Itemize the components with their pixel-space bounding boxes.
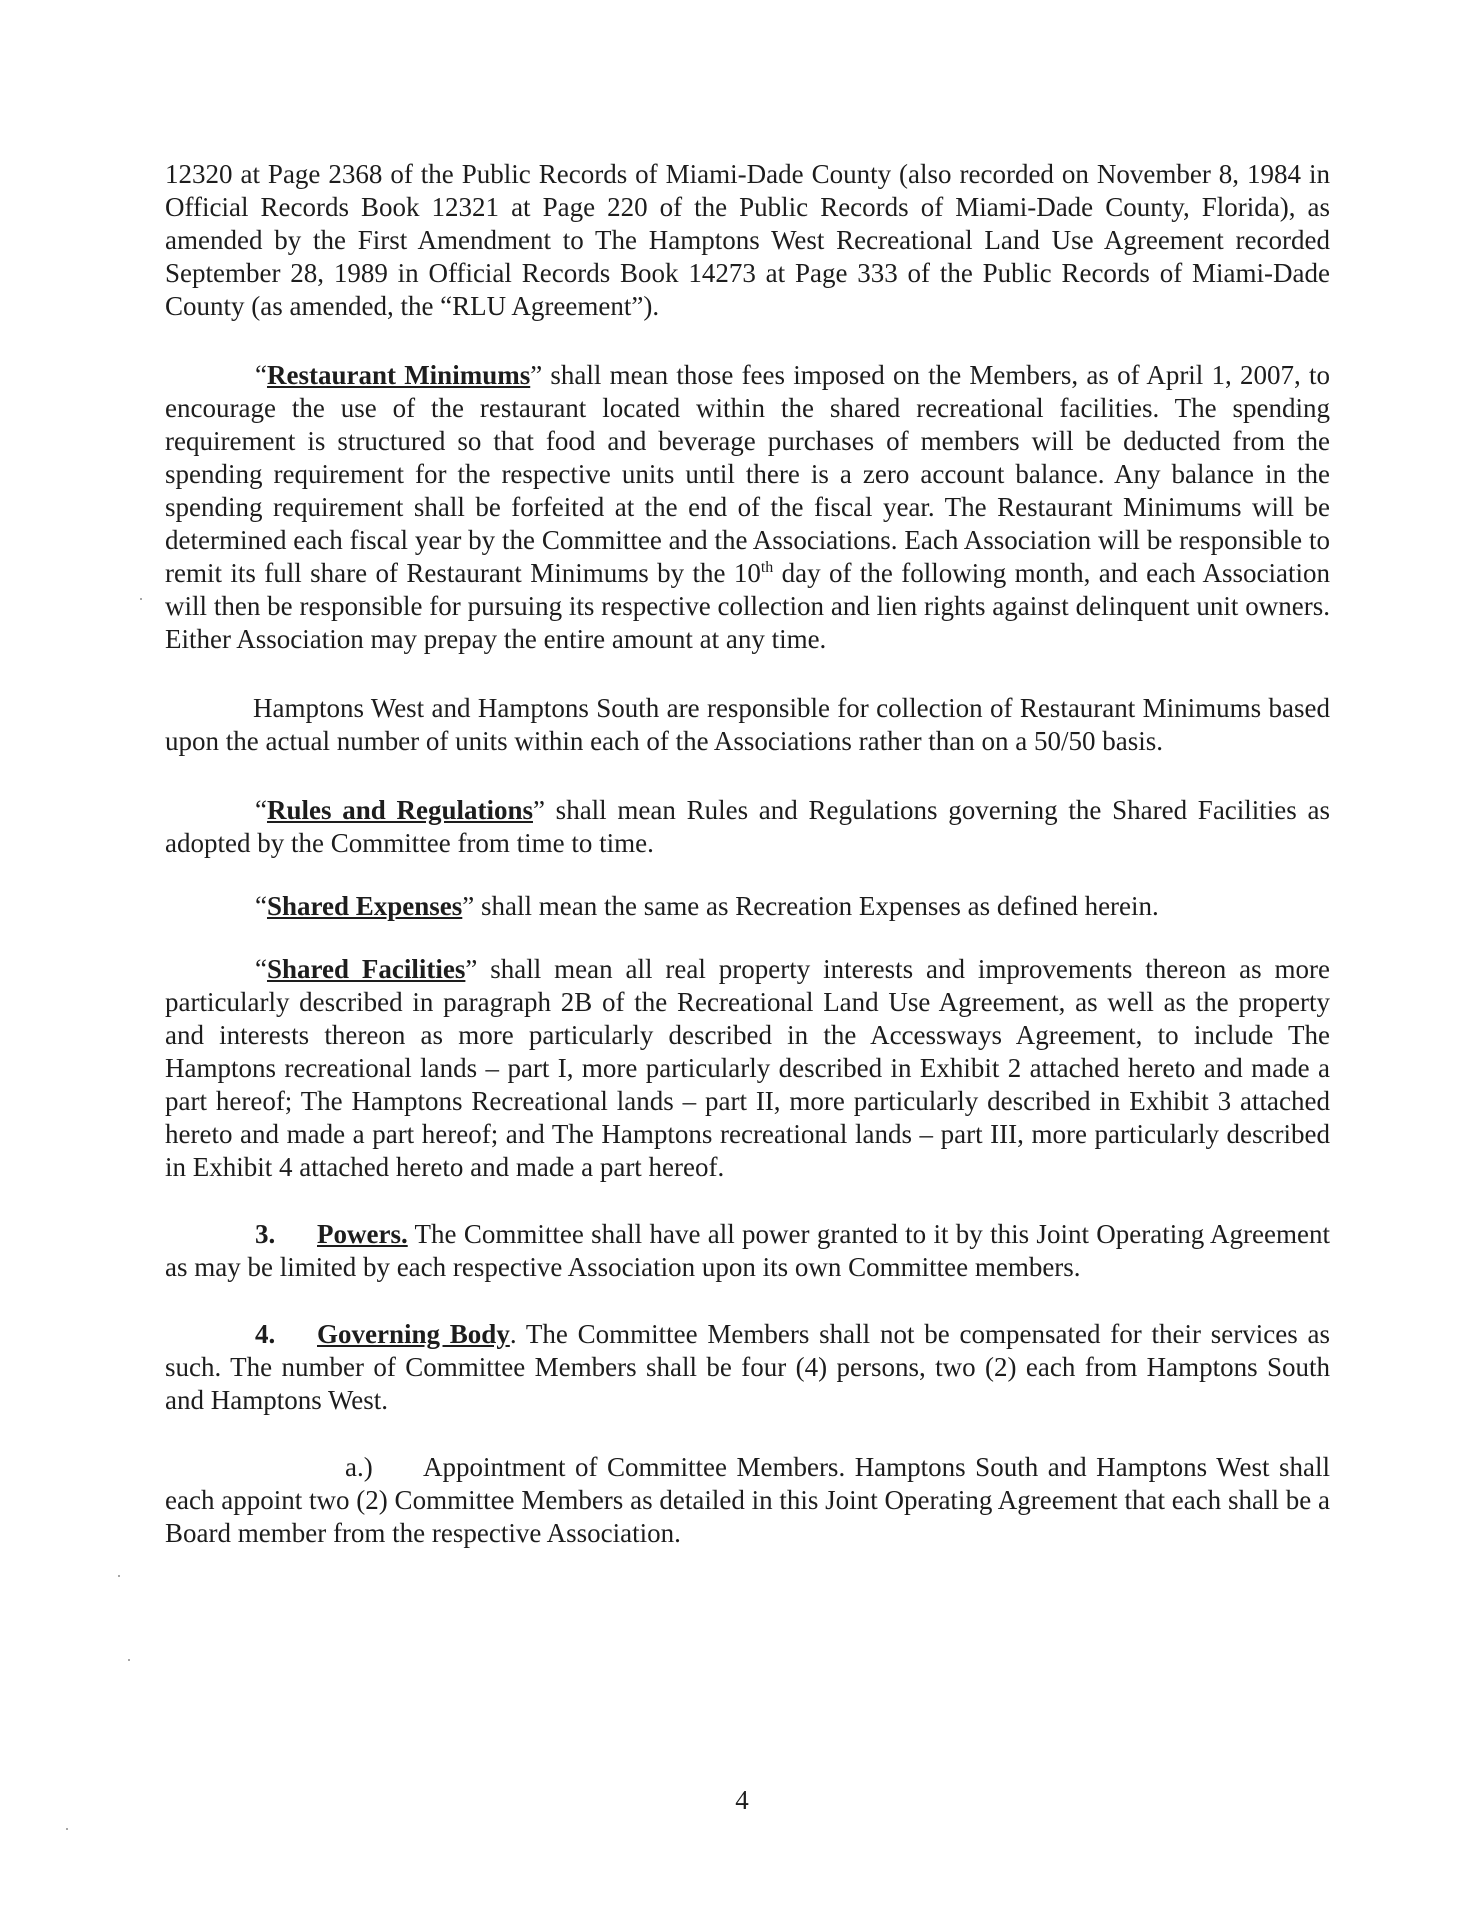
- restaurant-minimums-term: Restaurant Minimums: [266, 360, 531, 390]
- scan-speck: [128, 1659, 130, 1661]
- rules-and-regulations-term: Rules and Regulations: [266, 795, 533, 825]
- scan-speck: [118, 1575, 120, 1577]
- section-3-heading: Powers.: [317, 1219, 408, 1249]
- shared-facilities-term: Shared Facilities: [266, 954, 466, 984]
- rules-and-regulations-definition: [165, 794, 1330, 860]
- section-4-text: . The Committee Members shall not be compensated for their services as such. The number of Committee Members shall be four (4) persons, two (2) each from Hamptons South and Hamptons West.: [165, 1319, 1330, 1415]
- shared-facilities-definition: [165, 953, 1330, 1184]
- scan-speck: [140, 598, 142, 600]
- subsection-a-label: a.): [345, 1452, 373, 1482]
- subsection-a-text: Appointment of Committee Members. Hamptons South and Hamptons West shall each appoint two (2) Committee Members as detailed in this Joint Operating Agreement that each shall be a Board member from the respective Association.: [165, 1452, 1330, 1548]
- shared-expenses-definition: [165, 890, 1330, 923]
- ordinal-superscript: th: [760, 559, 774, 576]
- shared-expenses-text: ” shall mean the same as Recreation Expenses as defined herein.: [462, 891, 1159, 921]
- section-4-number: 4.: [255, 1319, 276, 1349]
- section-3-powers: [165, 1218, 1330, 1284]
- restaurant-minimums-text-continued: day of the following month, and each Association will then be responsible for pursuing its respective collection and lien rights against delinquent unit owners. Either Association may prepay the entire amount at any time.: [165, 558, 1330, 654]
- restaurant-minimums-open-quote: “: [255, 360, 267, 390]
- shared-expenses-term: Shared Expenses: [266, 891, 463, 921]
- rules-open-quote: “: [255, 795, 267, 825]
- opening-paragraph: 12320 at Page 2368 of the Public Records of Miami-Dade County (also recorded on November 8, 1984 in Official Records Book 12321 at Page 220 of the Public Records of Miami-Dade County, Florida), as amended by the First Amendment to The Hamptons West Recreational Land Use Agreement recorded September 28, 1989 in Official Records Book 14273 at Page 333 of the Public Records of Miami-Dade County (as amended, the “RLU Agreement”).: [165, 159, 1330, 321]
- shared-facilities-text: ” shall mean all real property interests and improvements thereon as more particularly described in paragraph 2B of the Recreational Land Use Agreement, as well as the property and interests thereon as more particularly described in the Accessways Agreement, to include The Hamptons recreational lands – part I, more particularly described in Exhibit 2 attached hereto and made a part hereof; The Hamptons Recreational lands – part II, more particularly described in Exhibit 3 attached hereto and made a part hereof; and The Hamptons recreational lands – part III, more particularly described in Exhibit 4 attached hereto and made a part hereof.: [165, 954, 1330, 1182]
- restaurant-minimums-definition: [165, 359, 1330, 656]
- restaurant-minimums-text: ” shall mean those fees imposed on the Members, as of April 1, 2007, to encourage the use of the restaurant located within the shared recreational facilities. The spending requirement is structured so that food and beverage purchases of members will be deducted from the spending requirement for the respective units until there is a zero account balance. Any balance in the spending requirement shall be forfeited at the end of the fiscal year. The Restaurant Minimums will be determined each fiscal year by the Committee and the Associations. Each Association will be responsible to remit its full share of Restaurant Minimums by the 10: [165, 360, 1330, 588]
- rules-and-regulations-text: ” shall mean Rules and Regulations governing the Shared Facilities as adopted by the Committee from time to time.: [165, 795, 1330, 858]
- scan-speck: [66, 1828, 68, 1830]
- section-3-text: The Committee shall have all power granted to it by this Joint Operating Agreement as may be limited by each respective Association upon its own Committee members.: [165, 1219, 1330, 1282]
- section-3-number: 3.: [255, 1219, 276, 1249]
- subsection-a-appointment: [165, 1451, 1330, 1550]
- hamptons-collection-paragraph: Hamptons West and Hamptons South are responsible for collection of Restaurant Minimums based upon the actual number of units within each of the Associations rather than on a 50/50 basis.: [165, 693, 1330, 756]
- shared-facilities-open-quote: “: [255, 954, 267, 984]
- section-4-heading: Governing Body: [317, 1319, 510, 1349]
- section-4-governing-body: [165, 1318, 1330, 1417]
- document-body: [165, 158, 1330, 1550]
- page-number: 4: [735, 1785, 749, 1815]
- shared-expenses-open-quote: “: [255, 891, 267, 921]
